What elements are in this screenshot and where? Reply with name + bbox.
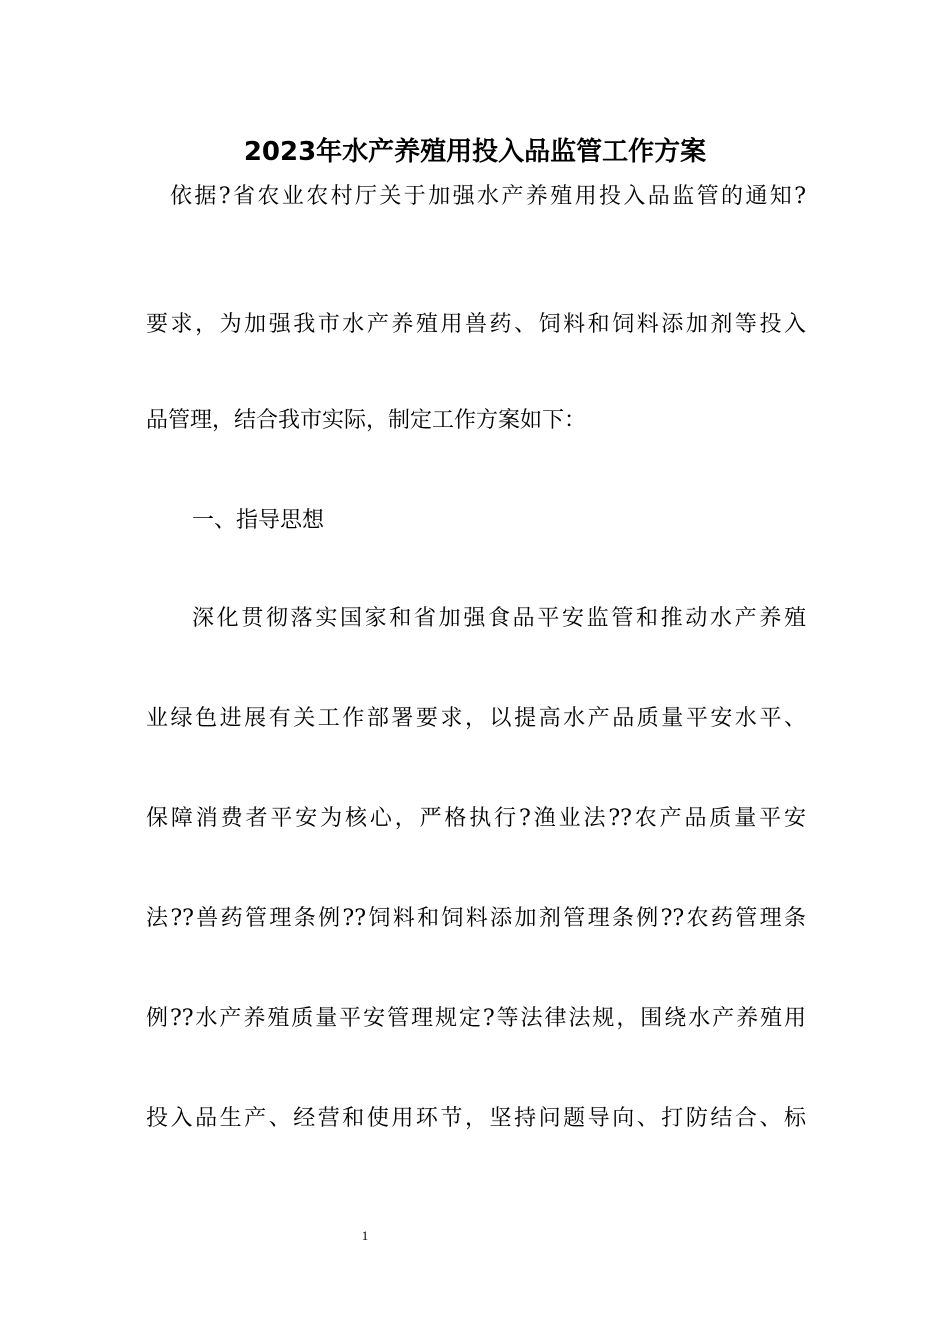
paragraph-line: 投入品生产、经营和使用环节，坚持问题导向、打防结合、标 — [146, 1106, 806, 1131]
paragraph-line: 要求，为加强我市水产养殖用兽药、饲料和饲料添加剂等投入 — [146, 312, 806, 337]
paragraph-line: 法??兽药管理条例??饲料和饲料添加剂管理条例??农药管理条 — [146, 906, 806, 931]
paragraph-line: 例??水产养殖质量平安管理规定?等法律法规，围绕水产养殖用 — [146, 1006, 806, 1031]
paragraph-line: 深化贯彻落实国家和省加强食品平安监管和推动水产养殖 — [192, 606, 806, 631]
section-heading: 一、指导思想 — [192, 508, 325, 533]
document-title: 2023年水产养殖用投入品监管工作方案 — [243, 137, 707, 167]
paragraph-line: 品管理，结合我市实际，制定工作方案如下： — [146, 408, 587, 433]
paragraph-line: 保障消费者平安为核心，严格执行?渔业法??农产品质量平安 — [146, 806, 806, 831]
paragraph-line: 依据?省农业农村厅关于加强水产养殖用投入品监管的通知? — [170, 184, 806, 209]
paragraph-line: 业绿色进展有关工作部署要求，以提高水产品质量平安水平、 — [146, 706, 806, 731]
page-number: 1 — [361, 1228, 369, 1243]
